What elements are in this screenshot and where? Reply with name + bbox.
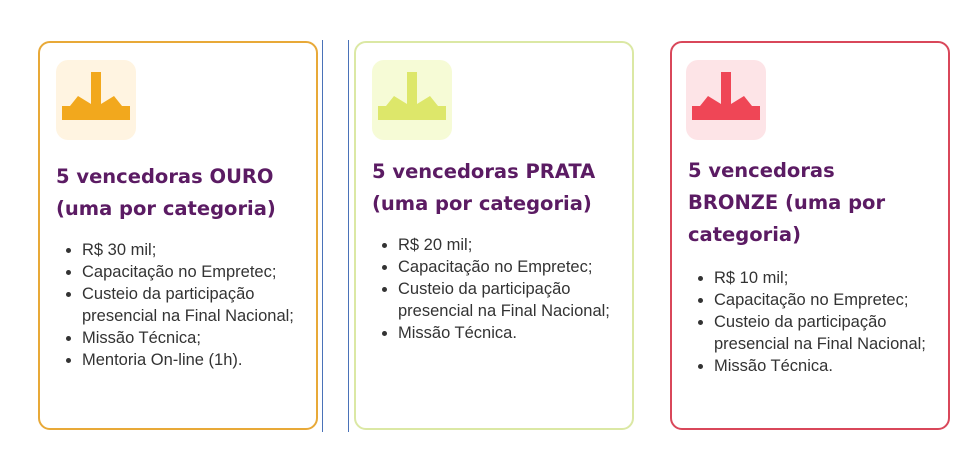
card-title: 5 vencedoras OURO (uma por categoria) [56, 165, 276, 220]
column-divider [322, 40, 323, 432]
benefit-item: • R$ 10 mil; [714, 267, 954, 289]
benefit-item: • Custeio da participação presencial na Final Nacional; [82, 283, 322, 327]
card-title: 5 vencedoras PRATA (uma por categoria) [372, 160, 596, 215]
benefit-item: • Mentoria On-line (1h). [82, 349, 322, 371]
benefits-list [372, 234, 613, 344]
prize-card-bronze [670, 41, 950, 430]
icon-box [372, 60, 452, 140]
sunrise-icon [372, 60, 452, 140]
benefit-item: • Capacitação no Empretec; [398, 256, 613, 278]
benefit-item: • R$ 20 mil; [398, 234, 613, 256]
icon-box [56, 60, 136, 140]
benefit-item: • Missão Técnica; [82, 327, 322, 349]
prize-card-silver [354, 41, 634, 430]
benefits-list [56, 239, 322, 371]
column-divider [348, 40, 349, 432]
icon-box [686, 60, 766, 140]
benefit-item: • Custeio da participação presencial na Final Nacional; [398, 278, 613, 322]
prize-card-gold [38, 41, 318, 430]
benefit-item: • Capacitação no Empretec; [82, 261, 322, 283]
benefits-list [688, 267, 954, 377]
benefit-item: • R$ 30 mil; [82, 239, 322, 261]
benefit-item: • Missão Técnica. [398, 322, 613, 344]
card-title: 5 vencedoras BRONZE (uma por categoria) [688, 159, 886, 246]
sunrise-icon [56, 60, 136, 140]
sunrise-icon [686, 60, 766, 140]
benefit-item: • Custeio da participação presencial na Final Nacional; [714, 311, 954, 355]
benefit-item: • Missão Técnica. [714, 355, 954, 377]
benefit-item: • Capacitação no Empretec; [714, 289, 954, 311]
